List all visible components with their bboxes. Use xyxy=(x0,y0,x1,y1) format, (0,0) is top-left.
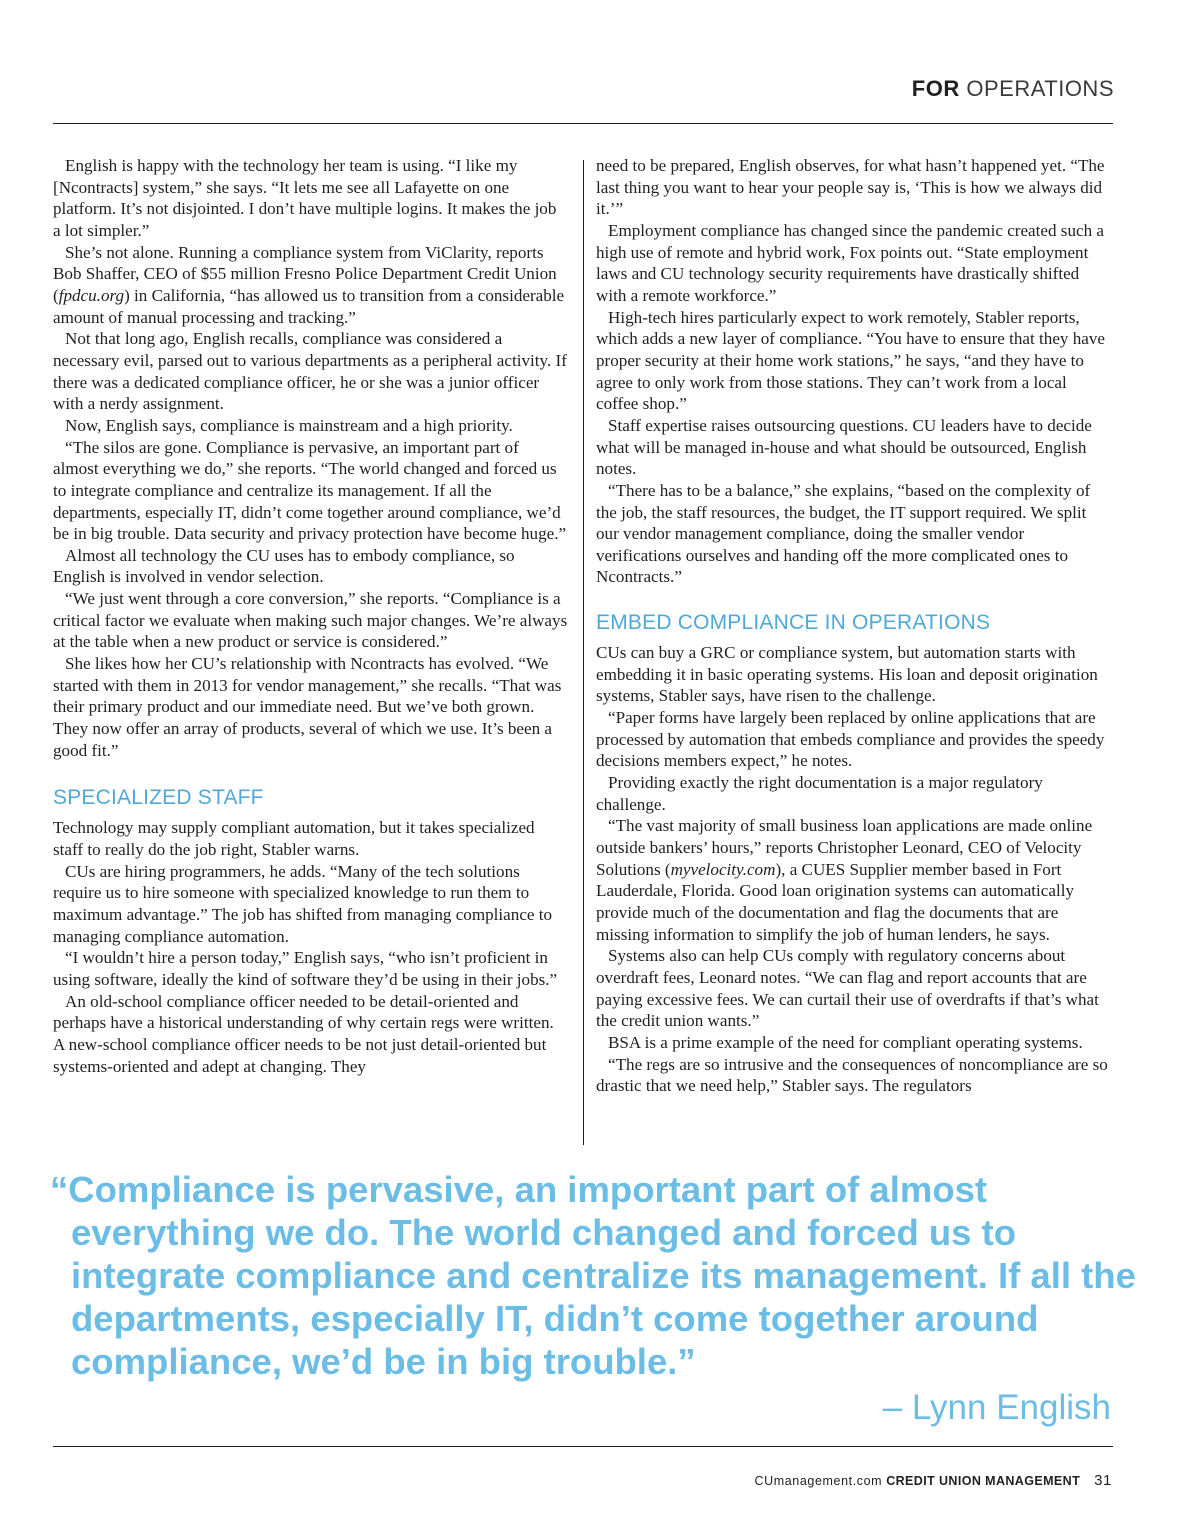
paragraph: Technology may supply compliant automation, but it takes specialized staff to really do the job right, Stabler warns. xyxy=(53,818,535,860)
paragraph: She likes how her CU’s relationship with Ncontracts has evolved. “We started with them in 2013 for vendor management,” she recalls. “That was their primary product and our immediate need. But we’ve both grown. They now offer an array of products, several of which we use. It’s been a good fit.” xyxy=(53,654,562,760)
page-number: 31 xyxy=(1094,1472,1112,1489)
top-rule xyxy=(53,123,1113,124)
paragraph xyxy=(596,815,1111,945)
paragraph: High-tech hires particularly expect to work remotely, Stabler reports, which adds a new layer of compliance. “You have to ensure that they have proper security at their home work stations,” he says, “and they have to agree to only work from those stations. They can’t work from a local coffee shop.” xyxy=(596,307,1106,414)
section-heading: EMBED COMPLIANCE IN OPERATIONS xyxy=(596,611,991,635)
paragraph xyxy=(53,242,568,329)
section-heading: SPECIALIZED STAFF xyxy=(53,786,264,810)
paragraph: “There has to be a balance,” she explains, “based on the complexity of the job, the staff resources, the budget, the IT support required. We split our vendor management compliance, doing the smaller vendor verifications ourselves and handing off the more complicated ones to Ncontracts.” xyxy=(596,480,1091,587)
pull-quote: “Compliance is pervasive, an important part of almost everything we do. The world changed and forced us to integrate compliance and centralize its management. If all the departments, especially IT, didn’t come together around compliance, we’d be in big trouble.” xyxy=(50,1169,1136,1382)
paragraph: CUs can buy a GRC or compliance system, but automation starts with embedding it in basic operating systems. His loan and deposit origination systems, Stabler says, have risen to the challenge. xyxy=(596,643,1098,706)
paragraph: “The regs are so intrusive and the consequences of noncompliance are so drastic that we need help,” Stabler says. The regulators xyxy=(596,1054,1108,1096)
paragraph: “We just went through a core conversion,” she reports. “Compliance is a critical factor we evaluate when making such major changes. We’re always at the table when a new product or service is considered.” xyxy=(53,589,568,652)
paragraph: need to be prepared, English observes, for what hasn’t happened yet. “The last thing you want to hear your people say is, ‘This is how we always did it.’” xyxy=(596,156,1105,219)
paragraph: Employment compliance has changed since the pandemic created such a high use of remote and hybrid work, Fox points out. “State employment laws and CU technology security requirements have drastically shifted with a remote workforce.” xyxy=(596,220,1104,305)
link-myvelocity[interactable]: myvelocity.com xyxy=(670,859,776,879)
paragraph: Almost all technology the CU uses has to embody compliance, so English is involved in vendor selection. xyxy=(53,545,515,587)
link-fpdcu[interactable]: fpdcu.org xyxy=(58,285,125,305)
paragraph: Now, English says, compliance is mainstream and a high priority. xyxy=(65,415,513,435)
paragraph: Staff expertise raises outsourcing questions. CU leaders have to decide what will be managed in-house and what should be outsourced, English notes. xyxy=(596,415,1092,479)
paragraph: “Paper forms have largely been replaced by online applications that are processed by automation that embeds compliance and provides the speedy decisions members expect,” he notes. xyxy=(596,708,1105,771)
paragraph: “The silos are gone. Compliance is pervasive, an important part of almost everything we do,” she reports. “The world changed and forced us to integrate compliance and centralize its management. If all the departments, especially IT, didn’t come together around compliance, we’d be in big trouble. Data security and privacy protection have become huge.” xyxy=(53,437,567,544)
paragraph: Not that long ago, English recalls, compliance was considered a necessary evil, parsed out to various departments as a peripheral activity. If there was a dedicated compliance officer, he or she was a junior officer with a nerdy assignment. xyxy=(53,329,567,414)
paragraph: English is happy with the technology her team is using. “I like my [Ncontracts] system,” she says. “It lets me see all Lafayette on one platform. It’s not disjointed. I don’t have multiple logins. It makes the job a lot simpler.” xyxy=(53,156,557,240)
section-tag-bold: FOR xyxy=(911,76,960,101)
paragraph-text: “The vast majority of small business loan applications are made online outside bankers’ hours,” reports Christopher Leonard, CEO of Velocity Solutions ( xyxy=(596,816,1093,879)
column-divider xyxy=(583,160,584,1145)
page-footer xyxy=(754,1472,1112,1489)
paragraph-text: ), a CUES Supplier member based in Fort Lauderdale, Florida. Good loan origination systems can automatically provide much of the documentation and flag the documents that are missing information to simplify the job of human lenders, he says. xyxy=(596,859,1075,944)
right-column xyxy=(596,155,1111,1097)
section-tag xyxy=(912,76,1114,102)
paragraph: BSA is a prime example of the need for compliant operating systems. xyxy=(608,1032,1083,1052)
section-tag-light: OPERATIONS xyxy=(966,76,1114,101)
paragraph: “I wouldn’t hire a person today,” English says, “who isn’t proficient in using software, ideally the kind of software they’d be using in their jobs.” xyxy=(53,948,558,989)
bottom-rule xyxy=(53,1446,1113,1447)
footer-site[interactable]: CUmanagement.com xyxy=(754,1474,883,1488)
left-column xyxy=(53,155,568,1077)
paragraph: Providing exactly the right documentation is a major regulatory challenge. xyxy=(596,773,1043,814)
footer-publication: CREDIT UNION MANAGEMENT xyxy=(886,1474,1081,1488)
paragraph-text: She’s not alone. Running a compliance system from ViClarity, reports Bob Shaffer, CEO of $55 million Fresno Police Department Credit Union ( xyxy=(53,242,557,305)
paragraph: An old-school compliance officer needed to be detail-oriented and perhaps have a historical understanding of why certain regs were written. A new-school compliance officer needs to be not just detail-oriented but systems-oriented and adept at changing. They xyxy=(53,991,554,1076)
paragraph: CUs are hiring programmers, he adds. “Many of the tech solutions require us to hire someone with specialized knowledge to run them to maximum advantage.” The job has shifted from managing compliance to managing compliance automation. xyxy=(53,861,553,946)
paragraph-text: ) in California, “has allowed us to transition from a considerable amount of manual processing and tracking.” xyxy=(53,285,565,327)
paragraph: Systems also can help CUs comply with regulatory concerns about overdraft fees, Leonard notes. “We can flag and report accounts that are paying excessive fees. We can curtail their use of overdrafts if that’s what the credit union wants.” xyxy=(596,946,1099,1031)
pull-quote-attribution: – Lynn English xyxy=(882,1388,1111,1427)
